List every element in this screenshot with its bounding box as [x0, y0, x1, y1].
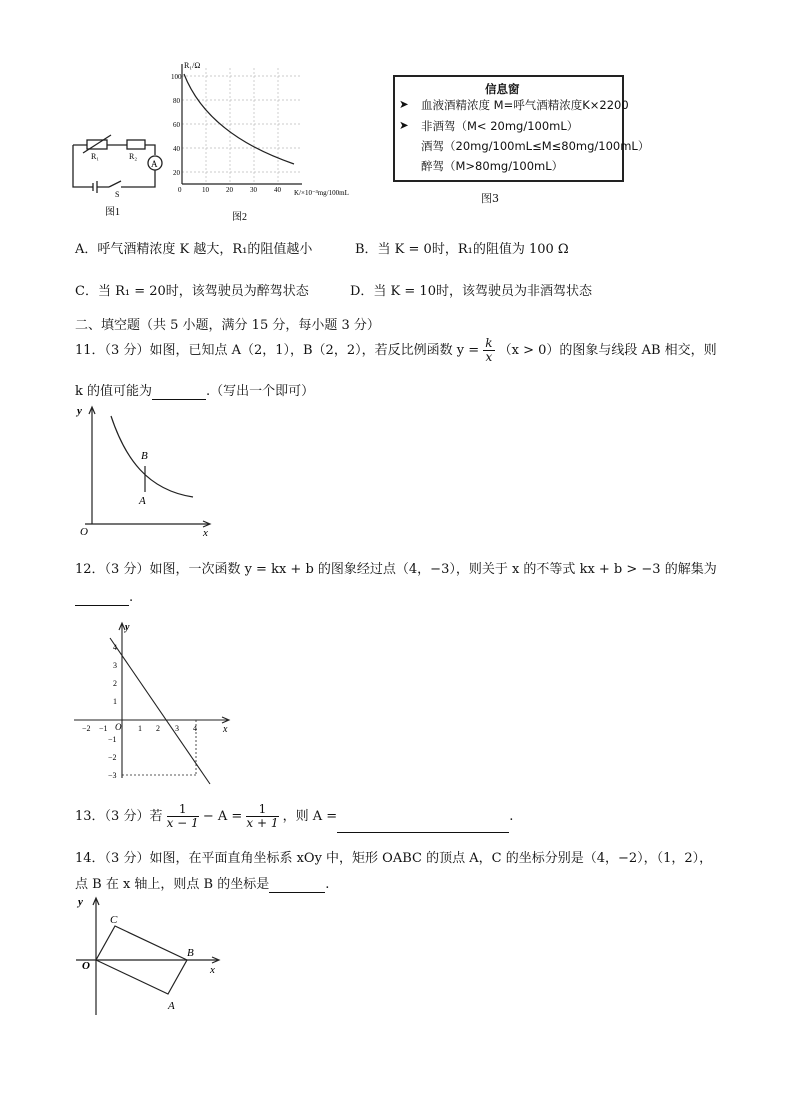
q12-ytick: 1 [113, 697, 117, 706]
q13-minus: − A = [202, 809, 243, 824]
q12-xtick: 3 [175, 724, 179, 733]
q14-point-b: B [187, 947, 194, 959]
q12-xtick: 4 [193, 724, 197, 733]
fig2-ytick: 100 [171, 73, 182, 81]
figure-2-curve [170, 58, 370, 228]
fig2-caption: 图2 [232, 212, 247, 223]
info-line-2: 非酒驾（M< 20mg/100mL） [421, 119, 579, 133]
q14-text-2: 点 B 在 x 轴上，则点 B 的坐标是 [75, 877, 270, 892]
q11-y-label: y [77, 405, 82, 417]
q11-x-label: x [203, 527, 208, 537]
figure-1-circuit [65, 125, 175, 220]
info-line-3: 酒驾（20mg/100mL≤M≤80mg/100mL） [421, 139, 650, 153]
q12-y-label: y [125, 622, 130, 633]
info-window [393, 75, 650, 182]
q14-answer-blank [269, 877, 325, 893]
q11-text-3: k 的值可能为 [75, 384, 153, 399]
fig2-xtick: 10 [202, 186, 209, 194]
q14-point-c: C [110, 914, 118, 926]
option-a: A．呼气酒精浓度 K 越大，R₁的阻值越小 [75, 242, 313, 257]
q13-end: . [509, 809, 514, 824]
q12-xtick: −2 [82, 724, 91, 733]
fig2-ytick: 80 [173, 97, 180, 105]
q11-line-1 [75, 336, 717, 366]
fig2-ytick: 60 [173, 121, 180, 129]
fig2-ylabel: R₁/Ω [184, 61, 201, 70]
switch-label: S [115, 190, 120, 199]
option-b: B．当 K = 0时，R₁的阻值为 100 Ω [355, 242, 569, 257]
q12-figure [72, 618, 237, 786]
q14-line-2 [75, 873, 329, 893]
q11-frac-den: x [485, 350, 493, 364]
q12-ytick: 2 [113, 679, 117, 688]
q12-xtick: 1 [138, 724, 142, 733]
q13-frac2-num: 1 [246, 803, 278, 817]
fig2-xtick: 30 [250, 186, 257, 194]
q11-origin: O [80, 526, 88, 537]
fig2-xtick: 40 [274, 186, 281, 194]
q12-ytick: −2 [108, 753, 117, 762]
r1-label: R₁ [91, 152, 100, 161]
q11-text-4: .（写出一个即可） [206, 384, 315, 399]
q12-line-1: 12．（3 分）如图，一次函数 y = kx + b 的图象经过点（4，−3），则关于 x 的不等式 kx + b > −3 的解集为 [75, 562, 717, 577]
r2-label: R₂ [129, 152, 138, 161]
bullet-icon: ➤ [399, 118, 409, 132]
q13-frac2-den: x + 1 [246, 816, 279, 830]
q14-y-label: y [78, 896, 83, 908]
q12-xtick: −1 [99, 724, 108, 733]
q12-ytick: 3 [113, 661, 117, 670]
ammeter-label: A [151, 159, 158, 169]
q13-line [75, 802, 513, 833]
fig3-caption: 图3 [481, 192, 499, 205]
q11-text-2: （x > 0）的图象与线段 AB 相交，则 [498, 343, 717, 358]
q11-point-b: B [141, 450, 148, 462]
info-line-4: 醉驾（M>80mg/100mL） [421, 159, 564, 173]
q13-text-2: ，则 A = [282, 809, 338, 824]
q12-line-2 [75, 590, 133, 606]
q12-ytick: −3 [108, 771, 117, 780]
fig2-origin: 0 [178, 186, 182, 194]
q12-xtick: 2 [156, 724, 160, 733]
q13-answer-blank [337, 802, 509, 833]
fig2-ytick: 40 [173, 145, 180, 153]
q11-answer-blank [152, 384, 206, 400]
fig2-ytick: 20 [173, 169, 180, 177]
bullet-icon: ➤ [399, 97, 409, 111]
q11-line-2 [75, 380, 314, 400]
option-c: C．当 R₁ = 20时，该驾驶员为醉驾状态 [75, 284, 309, 299]
q13-frac1-num: 1 [167, 803, 199, 817]
q12-ytick: 4 [113, 643, 117, 652]
q11-point-a: A [139, 495, 146, 507]
q13-fraction-2 [246, 803, 278, 830]
q13-frac1-den: x − 1 [166, 816, 199, 830]
info-title: 信息窗 [485, 82, 520, 96]
q14-x-label: x [210, 964, 215, 976]
q11-frac-num: k [485, 336, 493, 350]
q12-origin: O [115, 722, 122, 732]
q11-fraction [483, 337, 494, 364]
fig2-xlabel: K/×10⁻³mg/100mL [294, 189, 349, 197]
q12-ytick: −1 [108, 735, 117, 744]
q14-origin: O [82, 960, 90, 972]
fig2-xtick: 20 [226, 186, 233, 194]
option-d: D．当 K = 10时，该驾驶员为非酒驾状态 [350, 284, 592, 299]
q11-figure [75, 402, 215, 537]
q11-text-1: 11．（3 分）如图，已知点 A（2，1），B（2，2），若反比例函数 y = [75, 343, 480, 358]
q14-line-1: 14．（3 分）如图，在平面直角坐标系 xOy 中，矩形 OABC 的顶点 A，C 的坐标分别是（4，−2），（1，2）， [75, 851, 713, 866]
q12-answer-blank [75, 590, 129, 606]
q14-end: . [325, 877, 330, 892]
q14-point-a: A [168, 1000, 175, 1012]
q12-end: . [129, 590, 134, 605]
info-line-1: 血液酒精浓度 M=呼气酒精浓度K×2200 [421, 98, 629, 112]
section-2-heading: 二、填空题（共 5 小题，满分 15 分，每小题 3 分） [75, 318, 380, 333]
q14-figure [70, 893, 230, 1018]
q13-text-1: 13．（3 分）若 [75, 809, 163, 824]
fig1-caption: 图1 [105, 207, 120, 218]
q13-fraction-1 [167, 803, 199, 830]
q12-x-label: x [223, 724, 228, 735]
